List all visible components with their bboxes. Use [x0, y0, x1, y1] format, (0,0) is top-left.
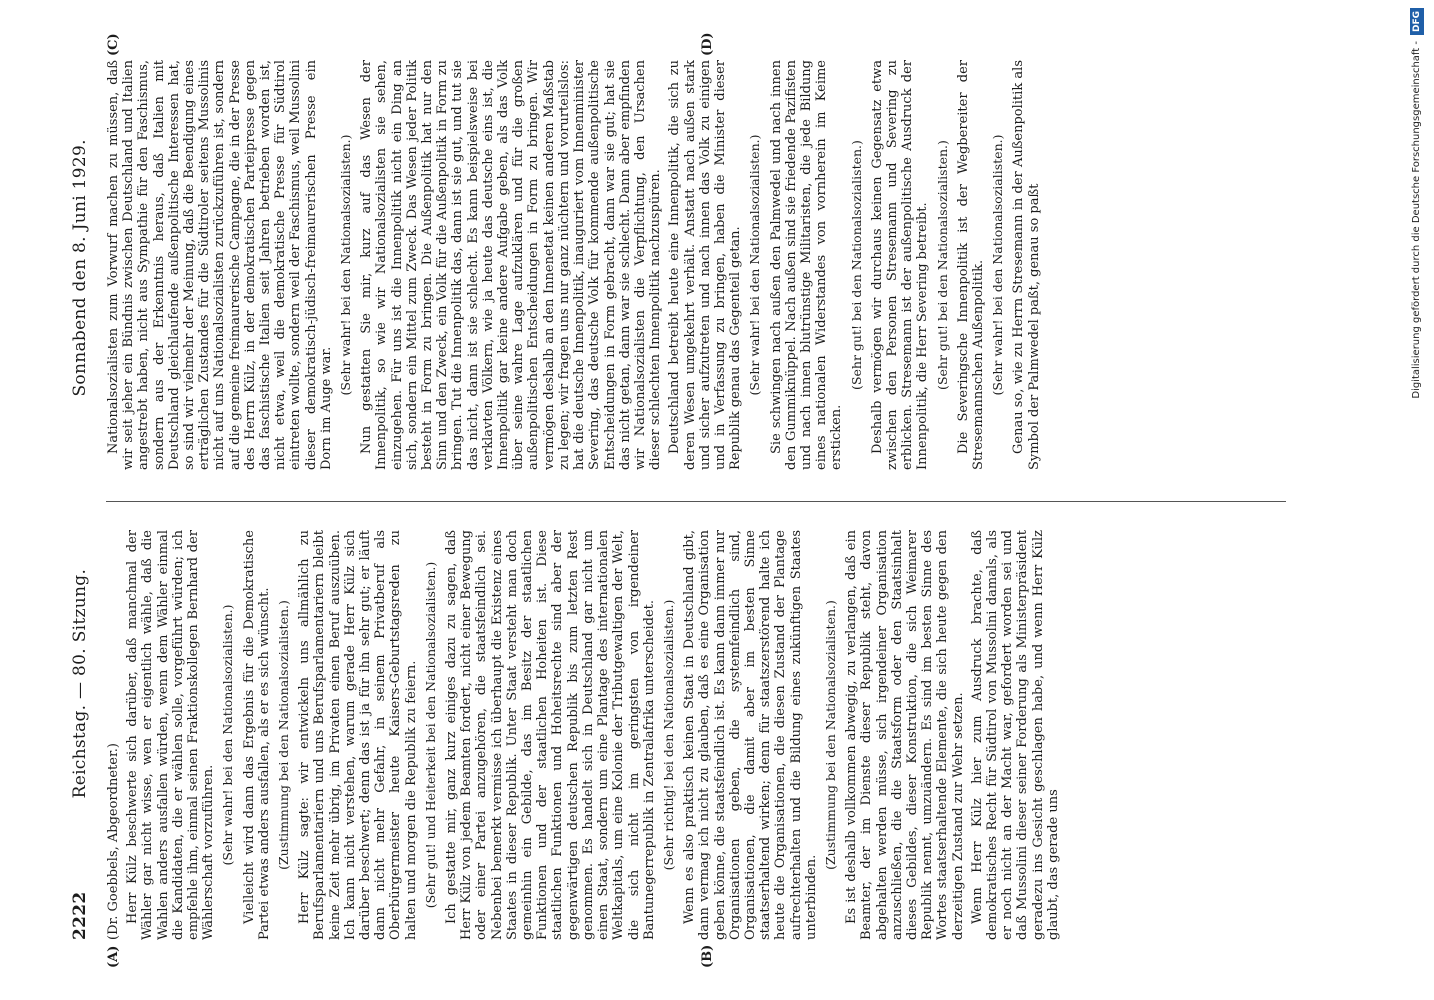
interjection-remark: (Sehr wahr! bei den Nationalsozialisten.)	[338, 134, 354, 396]
right-text-column	[106, 60, 1296, 470]
dfg-note-text: Digitalisierung gefördert durch die Deutsche Forschungsgemeinschaft -	[1411, 41, 1422, 399]
interjection-remark: (Sehr wahr! bei den Nationalsozialisten.)	[990, 134, 1006, 396]
dfg-side-note	[1404, 8, 1430, 992]
paragraph: Wenn Herr Külz hier zum Ausdruck brachte, daß demokratisches Recht für Südtirol von Mussolini damals, als er noch nicht an der Macht war, gefordert worden sei und daß Mussolini dieser seiner Forderung als Ministerpräsident geradezu ins Gesicht geschlagen habe, und wenn Herr Külz glaubt, das gerade uns	[969, 530, 1061, 940]
paragraph: Ich gestatte mir, ganz kurz einiges dazu zu sagen, daß Herr Külz von jedem Beamten fordert, nicht einer Bewegung oder einer Partei anzugehören, die staatsfeindlich sei. Nebenbei bemerkt vermisse ich überhaupt die Existenz eines Staates in dieser Republik. Unter Staat versteht man doch gemeinhin ein Gebilde, das im Besitz der staatlichen Funktionen und der staatlichen Hoheiten ist. Diese staatlichen Funktionen und Hoheitsrechte sind aber der gegenwärtigen deutschen Republik bis zum letzten Rest genommen. Es handelt sich in Deutschland gar nicht um einen Staat, sondern um eine Plantage des internationalen Weltkapitals, um eine Kolonie der Tributgewaltigen der Welt, die sich nicht im geringsten von irgendeiner Bantunegerrepublik in Zentralafrika unterscheidet.	[444, 530, 657, 940]
page-header	[60, 60, 100, 940]
paragraph: Es ist deshalb vollkommen abwegig, zu verlangen, daß ein Beamter, der im Dienste dieser Republik steht, davon abgehalten werden müsse, sich irgendeiner Organisation anzuschließen, die die Staatsform oder den Staatsinhalt dieses Gebildes, dieser Konstruktion, die sich Weimarer Republik nennt, umzuändern. Es sind im besten Sinne des Wortes staatserhaltende Elemente, die sich heute gegen den derzeitigen Zustand zur Wehr setzen.	[844, 530, 966, 940]
paragraph: Herr Külz beschwerte sich darüber, daß manchmal der Wähler gar nicht wisse, wen er eigentlich wähle, daß die Wahlen anders ausfallen würden, wenn dem Wähler einmal die Kandidaten, die er wählen solle, vorgeführt würden; ich empfehle ihm, einmal seinen Fraktionskollegen Bernhard der Wählerschaft vorzuführen.	[125, 530, 217, 940]
paragraph: Vielleicht wird dann das Ergebnis für die Demokratische Partei etwas anders ausfallen, als er es sich wünscht.	[241, 530, 272, 940]
paragraph: Nationalsozialisten zum Vorwurf machen zu müssen, daß wir seit jeher ein Bündnis zwischen Deutschland und Italien angestrebt haben, nicht aus Sympathie für den Faschismus, sondern aus der Erkenntnis heraus, daß Italien mit Deutschland gleichlaufende außenpolitische Interessen hat, so sind wir vielmehr der Meinung, daß die Beendigung eines erträglichen Zustandes für die Südtiroler seitens Mussolinis nicht auf uns Nationalsozialisten zurückzuführen ist, sondern auf die gemeine freimaurerische Campagne, die in der Presse des Herrn Külz, in der demokratischen Parteipresse gegen das faschistische Italien seit Jahren betrieben worden ist, nicht etwa, weil die demokratische Presse für Südtirol eintreten wollte, sondern weil der Faschismus, weil Mussolini dieser demokratisch-jüdisch-freimaurerischen Presse ein Dorn im Auge war.	[106, 60, 334, 470]
interjection-remark: (Sehr gut! bei den Nationalsozialisten.)	[934, 140, 950, 390]
header-right-title: Sonnabend den 8. Juni 1929.	[70, 139, 90, 397]
paragraph: Sie schwingen nach außen den Palmwedel und nach innen den Gummiknüppel. Nach außen sind sie friedende Pazifisten und nach innen blutrünstige Militaristen, die jede Bildung eines nationalen Widerstandes von vornherein im Keime ersticken.	[768, 60, 845, 470]
interjection-remark: (Zustimmung bei den Nationalsozialisten.)	[822, 600, 838, 870]
interjection-remark: (Zustimmung bei den Nationalsozialisten.)	[276, 600, 292, 870]
rotated-page-sheet	[60, 32, 1320, 968]
interjection-remark: (Sehr wahr! bei den Nationalsozialisten.)	[747, 134, 763, 396]
margin-marker-d: (D)	[700, 32, 715, 56]
paragraph: Deutschland betreibt heute eine Innenpolitik, die sich zu deren Wesen umgekehrt verhält. Anstatt nach außen stark und sicher aufzutreten und nach innen das Volk zu einigen und in Verfassung zu bringen, haben die Minister dieser Republik genau das Gegenteil getan.	[667, 60, 744, 470]
column-divider	[106, 501, 1286, 502]
paragraph: Genau so, wie zu Herrn Stresemann in der Außenpolitik als Symbol der Palmwedel paßt, genau so paßt	[1011, 60, 1042, 470]
paragraph: Herr Külz sagte: wir entwickeln uns allmählich zu Berufsparlamentariern und uns Berufsparlamentariern bleibt keine Zeit mehr übrig, im Privaten einen Beruf auszuüben. Ich kann nicht verstehen, warum gerade Herr Külz sich darüber beschwert; denn das ist ja für ihn sehr gut; er läuft dann nicht mehr Gefahr, in seinem Privatberuf als Oberbürgermeister heute Kaisers-Geburtstagsreden zu halten und morgen die Republik zu feiern.	[297, 530, 419, 940]
margin-marker-a: (A)	[106, 945, 121, 968]
header-left-title: Reichstag. — 80. Sitzung.	[70, 568, 90, 799]
speaker-label: (Dr. Goebbels, Abgeordneter.)	[106, 743, 121, 940]
interjection-remark: (Sehr richtig! bei den Nationalsozialisten.)	[660, 599, 676, 871]
paragraph: Nun gestatten Sie mir, kurz auf das Wesen der Innenpolitik, so wie wir Nationalsozialisten sie sehen, einzugehen. Für uns ist die Innenpolitik nicht ein Ding an sich, sondern ein Mittel zum Zweck. Das Wesen jeder Politik besteht in Form zu bringen. Die Außenpolitik hat nur den Sinn und den Zweck, ein Volk für die Außenpolitik in Form zu bringen. Tut die Innenpolitik das, dann ist sie gut, und tut sie das nicht, dann ist sie schlecht. Es kann beispielsweise bei verklavten Völkern, wie ja heute das deutsche eins ist, die Innenpolitik gar keine andere Aufgabe geben, als das Volk über seine wahre Lage aufzuklären und für die großen außenpolitischen Entscheidungen in Form zu bringen. Wir vermögen deshalb an den Innenetat keinen anderen Maßstab zu legen; wir fragen uns nur ganz nüchtern und vorurteilslos: hat die deutsche Innenpolitik, inauguriert vom Innenminister Severing, das deutsche Volk für kommende außenpolitische Entscheidungen in Form gebracht, dann war sie gut; hat sie das nicht getan, dann war sie schlecht. Dann aber empfinden wir Nationalsozialisten die Verpflichtung, den Ursachen dieser schlechten Innenpolitik nachzuspüren.	[359, 60, 664, 470]
paragraph: Deshalb vermögen wir durchaus keinen Gegensatz etwa zwischen den Personen Stresemann und Severing zu erblicken. Stresemann ist der außenpolitische Ausdruck der Innenpolitik, die Herr Severing betreibt.	[869, 60, 931, 470]
dfg-logo-icon: DFG	[1410, 8, 1424, 35]
margin-marker-c: (C)	[106, 33, 121, 56]
interjection-remark: (Sehr gut! bei den Nationalsozialisten.)	[848, 140, 864, 390]
margin-marker-b: (B)	[700, 944, 715, 968]
paragraph: Die Severingsche Innenpolitik ist der Wegbereiter der Stresemannschen Außenpolitik.	[955, 60, 986, 470]
interjection-remark: (Sehr wahr! bei den Nationalsozialisten.)	[220, 604, 236, 866]
page-number: 2222	[70, 891, 90, 940]
paragraph: Wenn es also praktisch keinen Staat in Deutschland gibt, dann vermag ich nicht zu glauben, daß es eine Organisation geben könne, die staatsfeindlich ist. Es kann dann immer nur Organisationen geben, die systemfeindlich sind, Organisationen, die damit aber im besten Sinne staatserhaltend wirken; denn für staatszerstörend halte ich heute die Organisationen, die diesen Zustand der Plantage aufrechterhalten und die Bildung eines zukünftigen Staates unterbinden.	[682, 530, 819, 940]
left-text-column	[106, 530, 1296, 940]
interjection-remark: (Sehr gut! und Heiterkeit bei den Nationalsozialisten.)	[422, 561, 438, 909]
